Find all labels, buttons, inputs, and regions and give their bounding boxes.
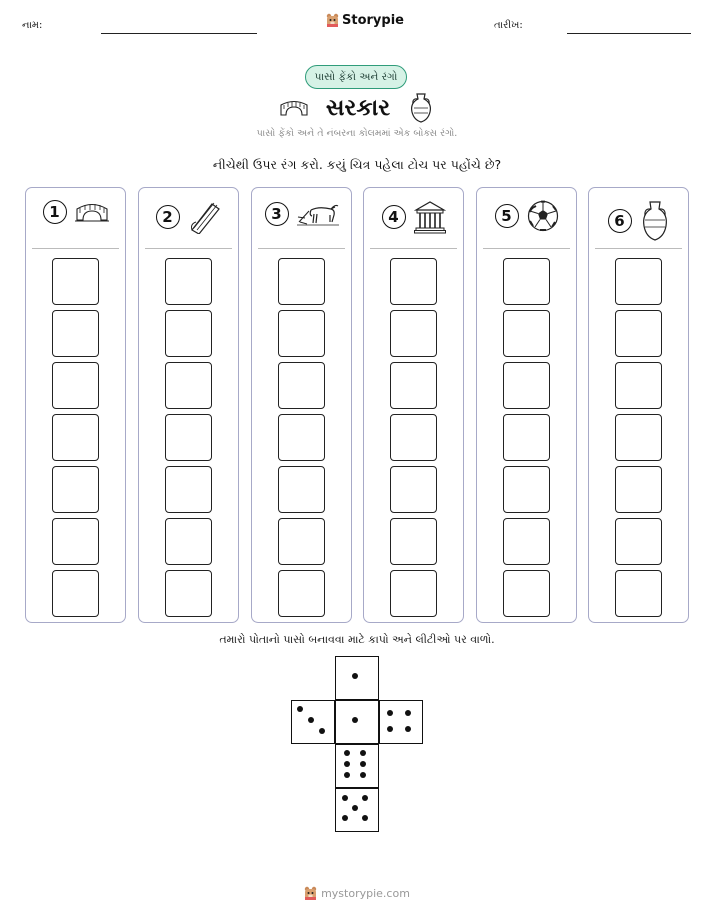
color-box[interactable] <box>278 414 325 461</box>
die-pip <box>360 772 366 778</box>
die-pip <box>308 717 314 723</box>
column-2 <box>138 187 239 623</box>
die-pip <box>387 726 393 732</box>
column-number: 6 <box>608 209 632 233</box>
color-box[interactable] <box>615 570 662 617</box>
die-pip <box>344 750 350 756</box>
date-line[interactable] <box>567 33 691 34</box>
color-box[interactable] <box>165 310 212 357</box>
column-number: 4 <box>382 205 406 229</box>
temple-icon <box>414 200 446 234</box>
column-divider <box>370 248 457 249</box>
color-box[interactable] <box>165 570 212 617</box>
column-5 <box>476 187 577 623</box>
color-box[interactable] <box>503 258 550 305</box>
color-box[interactable] <box>52 414 99 461</box>
die-face-center[interactable] <box>335 700 379 744</box>
die-pip <box>360 761 366 767</box>
die-pip <box>362 815 368 821</box>
amphora-icon <box>408 92 434 124</box>
die-pip <box>352 717 358 723</box>
color-box[interactable] <box>52 310 99 357</box>
color-box[interactable] <box>615 362 662 409</box>
color-box[interactable] <box>615 258 662 305</box>
die-pip <box>352 805 358 811</box>
die-face-bottom[interactable] <box>335 788 379 832</box>
color-box[interactable] <box>503 570 550 617</box>
die-pip <box>387 710 393 716</box>
die-pip <box>360 750 366 756</box>
color-box[interactable] <box>390 310 437 357</box>
page-title: સરકાર <box>325 95 391 121</box>
amphora-icon <box>640 200 670 242</box>
color-box[interactable] <box>278 258 325 305</box>
die-face-lower[interactable] <box>335 744 379 788</box>
column-number: 2 <box>156 205 180 229</box>
column-divider <box>145 248 232 249</box>
color-box[interactable] <box>615 518 662 565</box>
color-box[interactable] <box>52 518 99 565</box>
name-label: નામ: <box>22 20 43 31</box>
color-box[interactable] <box>52 466 99 513</box>
column-6 <box>588 187 689 623</box>
die-pip <box>342 815 348 821</box>
column-number: 5 <box>495 204 519 228</box>
color-box[interactable] <box>503 310 550 357</box>
instruction: નીચેથી ઉપર રંગ કરો. કયું ચિત્ર પહેલા ટોચ પર પહોંચે છે? <box>212 157 502 172</box>
soccer-ball-icon <box>527 200 559 232</box>
color-box[interactable] <box>165 518 212 565</box>
color-box[interactable] <box>390 570 437 617</box>
name-line[interactable] <box>101 33 257 34</box>
die-pip <box>352 673 358 679</box>
bear-icon <box>304 886 317 901</box>
die-pip <box>405 726 411 732</box>
color-box[interactable] <box>615 414 662 461</box>
footer <box>0 886 714 901</box>
brand-logo <box>326 13 404 28</box>
column-3 <box>251 187 352 623</box>
color-box[interactable] <box>278 570 325 617</box>
color-box[interactable] <box>390 466 437 513</box>
date-label: તારીખ: <box>494 20 523 31</box>
column-divider <box>595 248 682 249</box>
column-4 <box>363 187 464 623</box>
die-pip <box>297 706 303 712</box>
column-number: 3 <box>265 202 289 226</box>
footer-url[interactable]: mystorypie.com <box>321 887 410 900</box>
die-pip <box>342 795 348 801</box>
color-box[interactable] <box>615 310 662 357</box>
column-divider <box>32 248 119 249</box>
color-box[interactable] <box>278 362 325 409</box>
die-face-left[interactable] <box>291 700 335 744</box>
color-box[interactable] <box>503 362 550 409</box>
color-box[interactable] <box>278 518 325 565</box>
column-divider <box>258 248 345 249</box>
die-face-right[interactable] <box>379 700 423 744</box>
color-box[interactable] <box>503 518 550 565</box>
color-box[interactable] <box>390 518 437 565</box>
die-pip <box>344 761 350 767</box>
color-box[interactable] <box>390 414 437 461</box>
ox-plow-icon <box>297 200 339 228</box>
bear-icon <box>326 13 339 28</box>
die-pip <box>362 795 368 801</box>
color-box[interactable] <box>503 466 550 513</box>
color-box[interactable] <box>278 466 325 513</box>
color-box[interactable] <box>165 362 212 409</box>
column-divider <box>483 248 570 249</box>
subtitle: પાસો ફેંકો અને તે નંબરના કોલમમાં એક બોક્સ રંગો. <box>256 128 458 139</box>
color-box[interactable] <box>390 362 437 409</box>
color-box[interactable] <box>615 466 662 513</box>
die-pip <box>319 728 325 734</box>
color-box[interactable] <box>390 258 437 305</box>
die-pip <box>344 772 350 778</box>
die-pip <box>405 710 411 716</box>
activity-badge: પાસો ફેંકો અને રંગો <box>305 65 407 89</box>
die-face-top[interactable] <box>335 656 379 700</box>
title-row <box>0 92 714 124</box>
bridge-icon <box>75 201 109 223</box>
color-box[interactable] <box>52 258 99 305</box>
aqueduct-icon <box>188 200 222 234</box>
bridge-icon <box>280 100 308 116</box>
color-box[interactable] <box>278 310 325 357</box>
column-number: 1 <box>43 200 67 224</box>
column-1 <box>25 187 126 623</box>
brand-name: Storypie <box>342 13 404 28</box>
color-box[interactable] <box>503 414 550 461</box>
color-box[interactable] <box>165 414 212 461</box>
color-box[interactable] <box>165 258 212 305</box>
cut-instruction: તમારો પોતાનો પાસો બનાવવા માટે કાપો અને લીટીઓ પર વાળો. <box>219 633 495 646</box>
color-box[interactable] <box>165 466 212 513</box>
color-box[interactable] <box>52 362 99 409</box>
color-box[interactable] <box>52 570 99 617</box>
